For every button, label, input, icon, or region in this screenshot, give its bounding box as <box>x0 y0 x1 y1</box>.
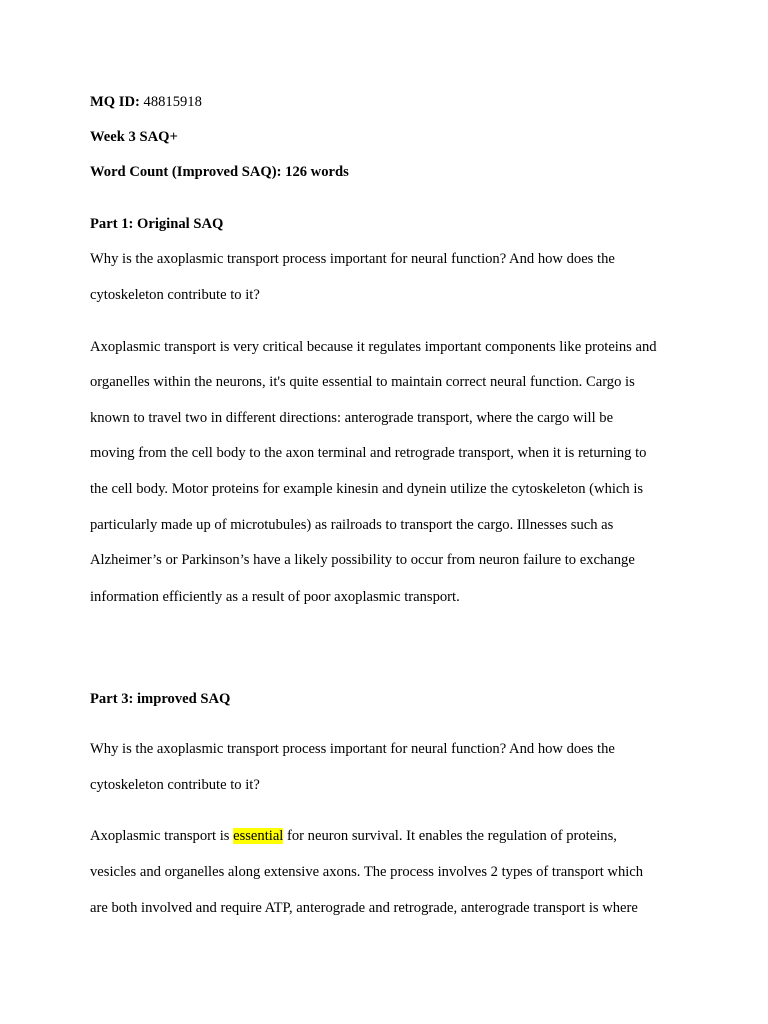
part3-question-line: cytoskeleton contribute to it? <box>90 777 260 793</box>
part1-heading: Part 1: Original SAQ <box>90 216 224 232</box>
part1-answer-line: known to travel two in different directions: anterograde transport, where the cargo will be <box>90 410 614 426</box>
part3-question-line: Why is the axoplasmic transport process important for neural function? And how does the <box>90 741 615 757</box>
part3-answer-line: are both involved and require ATP, anterograde and retrograde, anterograde transport is where <box>90 900 638 916</box>
part3-answer-line: vesicles and organelles along extensive axons. The process involves 2 types of transport which <box>90 864 644 880</box>
part3-answer-post: for neuron survival. It enables the regulation of proteins, <box>283 828 617 844</box>
part1-question-line: cytoskeleton contribute to it? <box>90 287 260 303</box>
part3-heading: Part 3: improved SAQ <box>90 691 231 707</box>
part1-question-line: Why is the axoplasmic transport process important for neural function? And how does the <box>90 251 615 267</box>
mq-id-label: MQ ID: <box>90 94 140 110</box>
part1-answer-line: organelles within the neurons, it's quite essential to maintain correct neural function. Cargo is <box>90 374 635 390</box>
mq-id-line <box>90 93 202 111</box>
part1-answer-line: particularly made up of microtubules) as railroads to transport the cargo. Illnesses such as <box>90 517 614 533</box>
mq-id-value: 48815918 <box>143 94 202 110</box>
part1-answer-line: information efficiently as a result of poor axoplasmic transport. <box>90 589 460 605</box>
week-title: Week 3 SAQ+ <box>90 129 178 145</box>
highlighted-word: essential <box>233 828 284 844</box>
part1-answer-line: moving from the cell body to the axon terminal and retrograde transport, when it is returning to <box>90 445 647 461</box>
part1-answer-line: Axoplasmic transport is very critical because it regulates important components like proteins and <box>90 339 657 355</box>
part3-answer-pre: Axoplasmic transport is <box>90 828 234 844</box>
part1-answer-line: Alzheimer’s or Parkinson’s have a likely possibility to occur from neuron failure to exchange <box>90 552 635 568</box>
word-count: Word Count (Improved SAQ): 126 words <box>90 164 349 180</box>
part1-answer-line: the cell body. Motor proteins for example kinesin and dynein utilize the cytoskeleton (which is <box>90 481 644 497</box>
part3-answer-line <box>90 827 617 845</box>
